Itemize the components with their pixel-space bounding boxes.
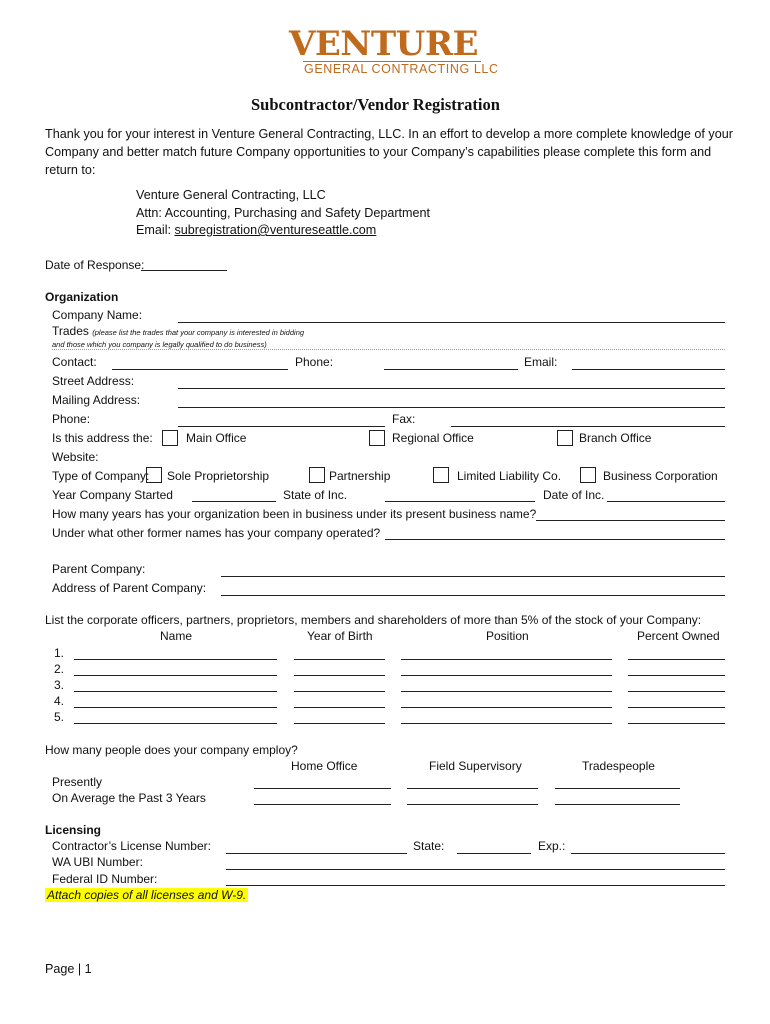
trades-label <box>52 324 304 338</box>
col-name-header: Name <box>160 629 193 643</box>
exp-label: Exp.: <box>538 839 566 853</box>
attach-note: Attach copies of all licenses and W-9. <box>47 888 247 902</box>
state-label: State: <box>413 839 445 853</box>
officer-position-field[interactable] <box>401 691 612 692</box>
trades-field[interactable] <box>52 349 725 350</box>
officer-position-field[interactable] <box>401 723 612 724</box>
intro-paragraph: Thank you for your interest in Venture General Contracting, LLC. In an effort to develop a more complete knowledge of your Company and better match future Company opportunities to your Company’s capabilities please complete this form and return to: <box>45 127 733 177</box>
officers-intro: List the corporate officers, partners, proprietors, members and shareholders of more than 5% of the stock of your Company: <box>45 613 702 627</box>
officer-position-field[interactable] <box>401 659 612 660</box>
year-started-label: Year Company Started <box>52 488 173 502</box>
average-trades-field[interactable] <box>555 804 680 805</box>
llc-label: Limited Liability Co. <box>457 469 562 483</box>
officer-year-field[interactable] <box>294 675 385 676</box>
logo-subtitle: GENERAL CONTRACTING LLC <box>304 62 499 76</box>
partnership-checkbox[interactable] <box>309 467 325 483</box>
officer-percent-field[interactable] <box>628 691 725 692</box>
row-number: 5. <box>54 710 65 724</box>
fax-field[interactable] <box>451 426 725 427</box>
col-tradespeople: Tradespeople <box>582 759 655 773</box>
officer-name-field[interactable] <box>74 691 277 692</box>
presently-trades-field[interactable] <box>555 788 680 789</box>
row-number: 4. <box>54 694 65 708</box>
contact-field[interactable] <box>112 369 288 370</box>
presently-label: Presently <box>52 775 103 789</box>
type-of-company-label: Type of Company: <box>52 469 150 483</box>
officer-name-field[interactable] <box>74 723 277 724</box>
llc-checkbox[interactable] <box>433 467 449 483</box>
branch-office-label: Branch Office <box>579 431 652 445</box>
address-type-label: Is this address the: <box>52 431 153 445</box>
trades-note-2: and those which you company is legally qualified to do business) <box>52 340 267 349</box>
officer-year-field[interactable] <box>294 691 385 692</box>
state-inc-label: State of Inc. <box>283 488 348 502</box>
street-address-label: Street Address: <box>52 374 135 388</box>
page-title: Subcontractor/Vendor Registration <box>251 95 500 114</box>
mailing-address-label: Mailing Address: <box>52 393 141 407</box>
parent-address-label: Address of Parent Company: <box>52 581 207 595</box>
company-logo: VENTURE <box>289 24 478 64</box>
col-home-office: Home Office <box>291 759 358 773</box>
average-home-field[interactable] <box>254 804 391 805</box>
business-corporation-checkbox[interactable] <box>580 467 596 483</box>
parent-address-field[interactable] <box>221 595 725 596</box>
main-office-checkbox[interactable] <box>162 430 178 446</box>
sole-proprietorship-label: Sole Proprietorship <box>167 469 270 483</box>
trades-note-1: (please list the trades that your company is interested in bidding <box>92 328 305 337</box>
partnership-label: Partnership <box>329 469 391 483</box>
federal-id-label: Federal ID Number: <box>52 872 158 886</box>
state-inc-field[interactable] <box>385 501 535 502</box>
ubi-label: WA UBI Number: <box>52 855 143 869</box>
address-line-2: Attn: Accounting, Purchasing and Safety Department <box>136 206 431 220</box>
email-line <box>136 223 376 237</box>
col-field-supervisory: Field Supervisory <box>429 759 522 773</box>
col-percent-header: Percent Owned <box>637 629 720 643</box>
parent-company-label: Parent Company: <box>52 562 146 576</box>
officer-name-field[interactable] <box>74 707 277 708</box>
company-name-field[interactable] <box>178 322 725 323</box>
officer-position-field[interactable] <box>401 707 612 708</box>
years-business-label: How many years has your organization been in business under its present business name? <box>52 507 537 521</box>
col-year-header: Year of Birth <box>307 629 373 643</box>
date-inc-label: Date of Inc. <box>543 488 605 502</box>
row-number: 1. <box>54 646 65 660</box>
phone-label: Phone: <box>295 355 334 369</box>
officer-year-field[interactable] <box>294 723 385 724</box>
email-link[interactable]: subregistration@ventureseattle.com <box>174 223 377 237</box>
former-names-label: Under what other former names has your company operated? <box>52 526 381 540</box>
officer-year-field[interactable] <box>294 659 385 660</box>
date-of-response-label: Date of Response: <box>45 258 145 272</box>
average-label: On Average the Past 3 Years <box>52 791 206 805</box>
exp-field[interactable] <box>571 853 725 854</box>
officer-year-field[interactable] <box>294 707 385 708</box>
phone2-label: Phone: <box>52 412 91 426</box>
parent-company-field[interactable] <box>221 576 725 577</box>
officer-percent-field[interactable] <box>628 707 725 708</box>
address-line-1: Venture General Contracting, LLC <box>136 188 326 202</box>
row-number: 3. <box>54 678 65 692</box>
years-business-field[interactable] <box>536 520 725 521</box>
officer-percent-field[interactable] <box>628 723 725 724</box>
ubi-field[interactable] <box>226 869 725 870</box>
presently-home-field[interactable] <box>254 788 391 789</box>
officer-name-field[interactable] <box>74 675 277 676</box>
federal-id-field[interactable] <box>226 885 725 886</box>
officer-percent-field[interactable] <box>628 675 725 676</box>
regional-office-label: Regional Office <box>392 431 474 445</box>
street-address-field[interactable] <box>178 388 725 389</box>
date-inc-field[interactable] <box>607 501 725 502</box>
phone2-field[interactable] <box>178 426 385 427</box>
mailing-address-field[interactable] <box>178 407 725 408</box>
officer-position-field[interactable] <box>401 675 612 676</box>
former-names-field[interactable] <box>385 539 725 540</box>
sole-proprietorship-checkbox[interactable] <box>146 467 162 483</box>
col-position-header: Position <box>486 629 529 643</box>
licensing-heading: Licensing <box>45 823 102 837</box>
fax-label: Fax: <box>392 412 416 426</box>
average-field-field[interactable] <box>407 804 538 805</box>
email-field[interactable] <box>572 369 725 370</box>
trades-text: Trades <box>52 324 89 338</box>
employees-question: How many people does your company employ? <box>45 743 298 757</box>
state-field[interactable] <box>457 853 531 854</box>
license-number-field[interactable] <box>226 853 407 854</box>
email-label-org: Email: <box>524 355 558 369</box>
contact-label: Contact: <box>52 355 97 369</box>
business-corporation-label: Business Corporation <box>603 469 718 483</box>
page-number: Page | 1 <box>45 962 92 976</box>
date-of-response-field[interactable] <box>141 270 227 271</box>
officer-name-field[interactable] <box>74 659 277 660</box>
email-label: Email: <box>136 223 175 237</box>
phone-field[interactable] <box>384 369 518 370</box>
main-office-label: Main Office <box>186 431 247 445</box>
regional-office-checkbox[interactable] <box>369 430 385 446</box>
company-name-label: Company Name: <box>52 308 143 322</box>
year-started-field[interactable] <box>192 501 276 502</box>
officer-percent-field[interactable] <box>628 659 725 660</box>
license-number-label: Contractor’s License Number: <box>52 839 211 853</box>
organization-heading: Organization <box>45 290 119 304</box>
presently-field-field[interactable] <box>407 788 538 789</box>
website-label: Website: <box>52 450 99 464</box>
row-number: 2. <box>54 662 65 676</box>
branch-office-checkbox[interactable] <box>557 430 573 446</box>
